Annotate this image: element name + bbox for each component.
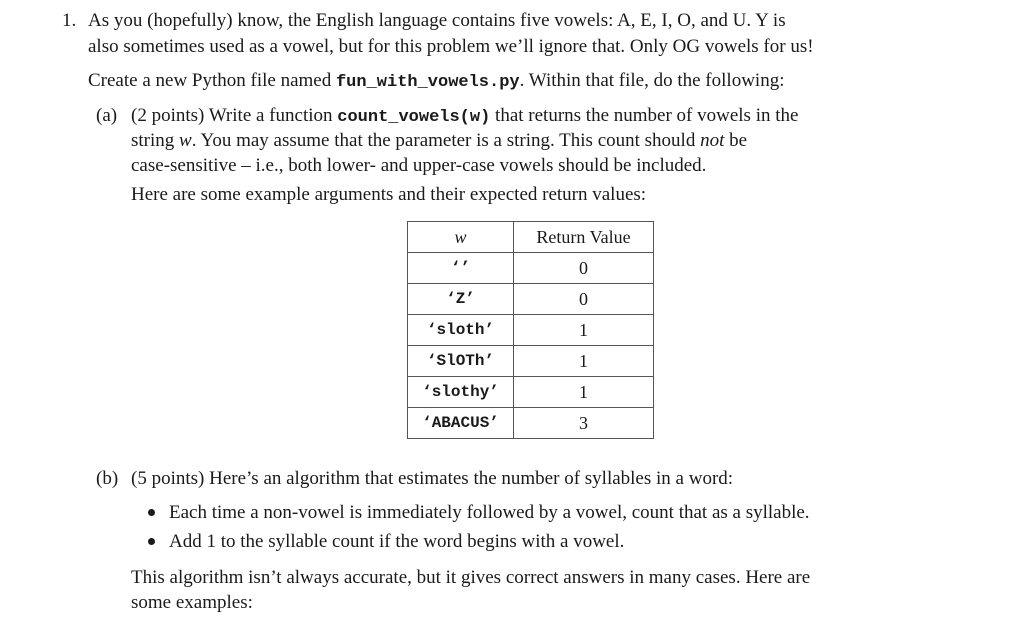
part-b-line-1: (5 points) Here’s an algorithm that estimates the number of syllables in a word: [131,468,734,489]
problem-number: 1. [62,10,77,31]
table-cell-value: 1 [514,377,654,408]
part-a-line-3: case-sensitive – i.e., both lower- and upper-case vowels should be included. [131,155,707,176]
part-a-line-2-mid: . You may assume that the parameter is a string. This count should [191,130,701,151]
part-a-line-2 [131,128,747,153]
table-header-row [408,222,654,253]
header-return-value: Return Value [514,222,654,253]
table-row [408,315,654,346]
intro-line-1: As you (hopefully) know, the English language contains five vowels: A, E, I, O, and U. Y is [88,10,786,31]
part-b-label: (b) [96,468,119,489]
part-a-line-1-prefix: (2 points) Write a function [131,105,338,126]
table-cell-value: 1 [514,315,654,346]
table-cell-w: ‘sloth’ [408,315,514,346]
examples-table [407,221,654,439]
bullet-item-2: Add 1 to the syllable count if the word begins with a vowel. [169,531,625,552]
table-cell-w: ‘’ [408,253,514,284]
table-cell-w: ‘Z’ [408,284,514,315]
closing-line-2: some examples: [131,592,253,613]
part-a-line-1 [131,103,798,130]
bullet-icon [148,509,155,516]
filename: fun_with_vowels.py [335,73,520,92]
closing-line-1: This algorithm isn’t always accurate, but it gives correct answers in many cases. Here are [131,567,811,588]
part-a-line-2-prefix: string [131,130,180,151]
part-a-line-2-suffix: be [724,130,748,151]
bullet-item-1: Each time a non-vowel is immediately followed by a vowel, count that as a syllable. [169,502,810,523]
create-prefix: Create a new Python file named [88,70,336,91]
intro-line-2: also sometimes used as a vowel, but for this problem we’ll ignore that. Only OG vowels for us! [88,36,814,57]
table-cell-w: ‘SlOTh’ [408,346,514,377]
table-cell-value: 1 [514,346,654,377]
variable-w: w [179,130,192,151]
header-w: w [408,222,514,253]
create-file-line [88,68,784,95]
table-cell-value: 0 [514,253,654,284]
table-cell-w: ‘slothy’ [408,377,514,408]
function-name: count_vowels(w) [337,108,491,127]
bullet-icon [148,538,155,545]
create-suffix: . Within that file, do the following: [519,70,785,91]
table-row [408,377,654,408]
table-cell-w: ‘ABACUS’ [408,408,514,439]
table-cell-value: 0 [514,284,654,315]
table-row [408,346,654,377]
part-a-line-1-suffix: that returns the number of vowels in the [490,105,799,126]
emphasis-not: not [700,130,725,151]
table-cell-value: 3 [514,408,654,439]
examples-intro: Here are some example arguments and their expected return values: [131,184,647,205]
table-row [408,253,654,284]
table-row [408,408,654,439]
part-a-label: (a) [96,105,118,126]
table-row [408,284,654,315]
